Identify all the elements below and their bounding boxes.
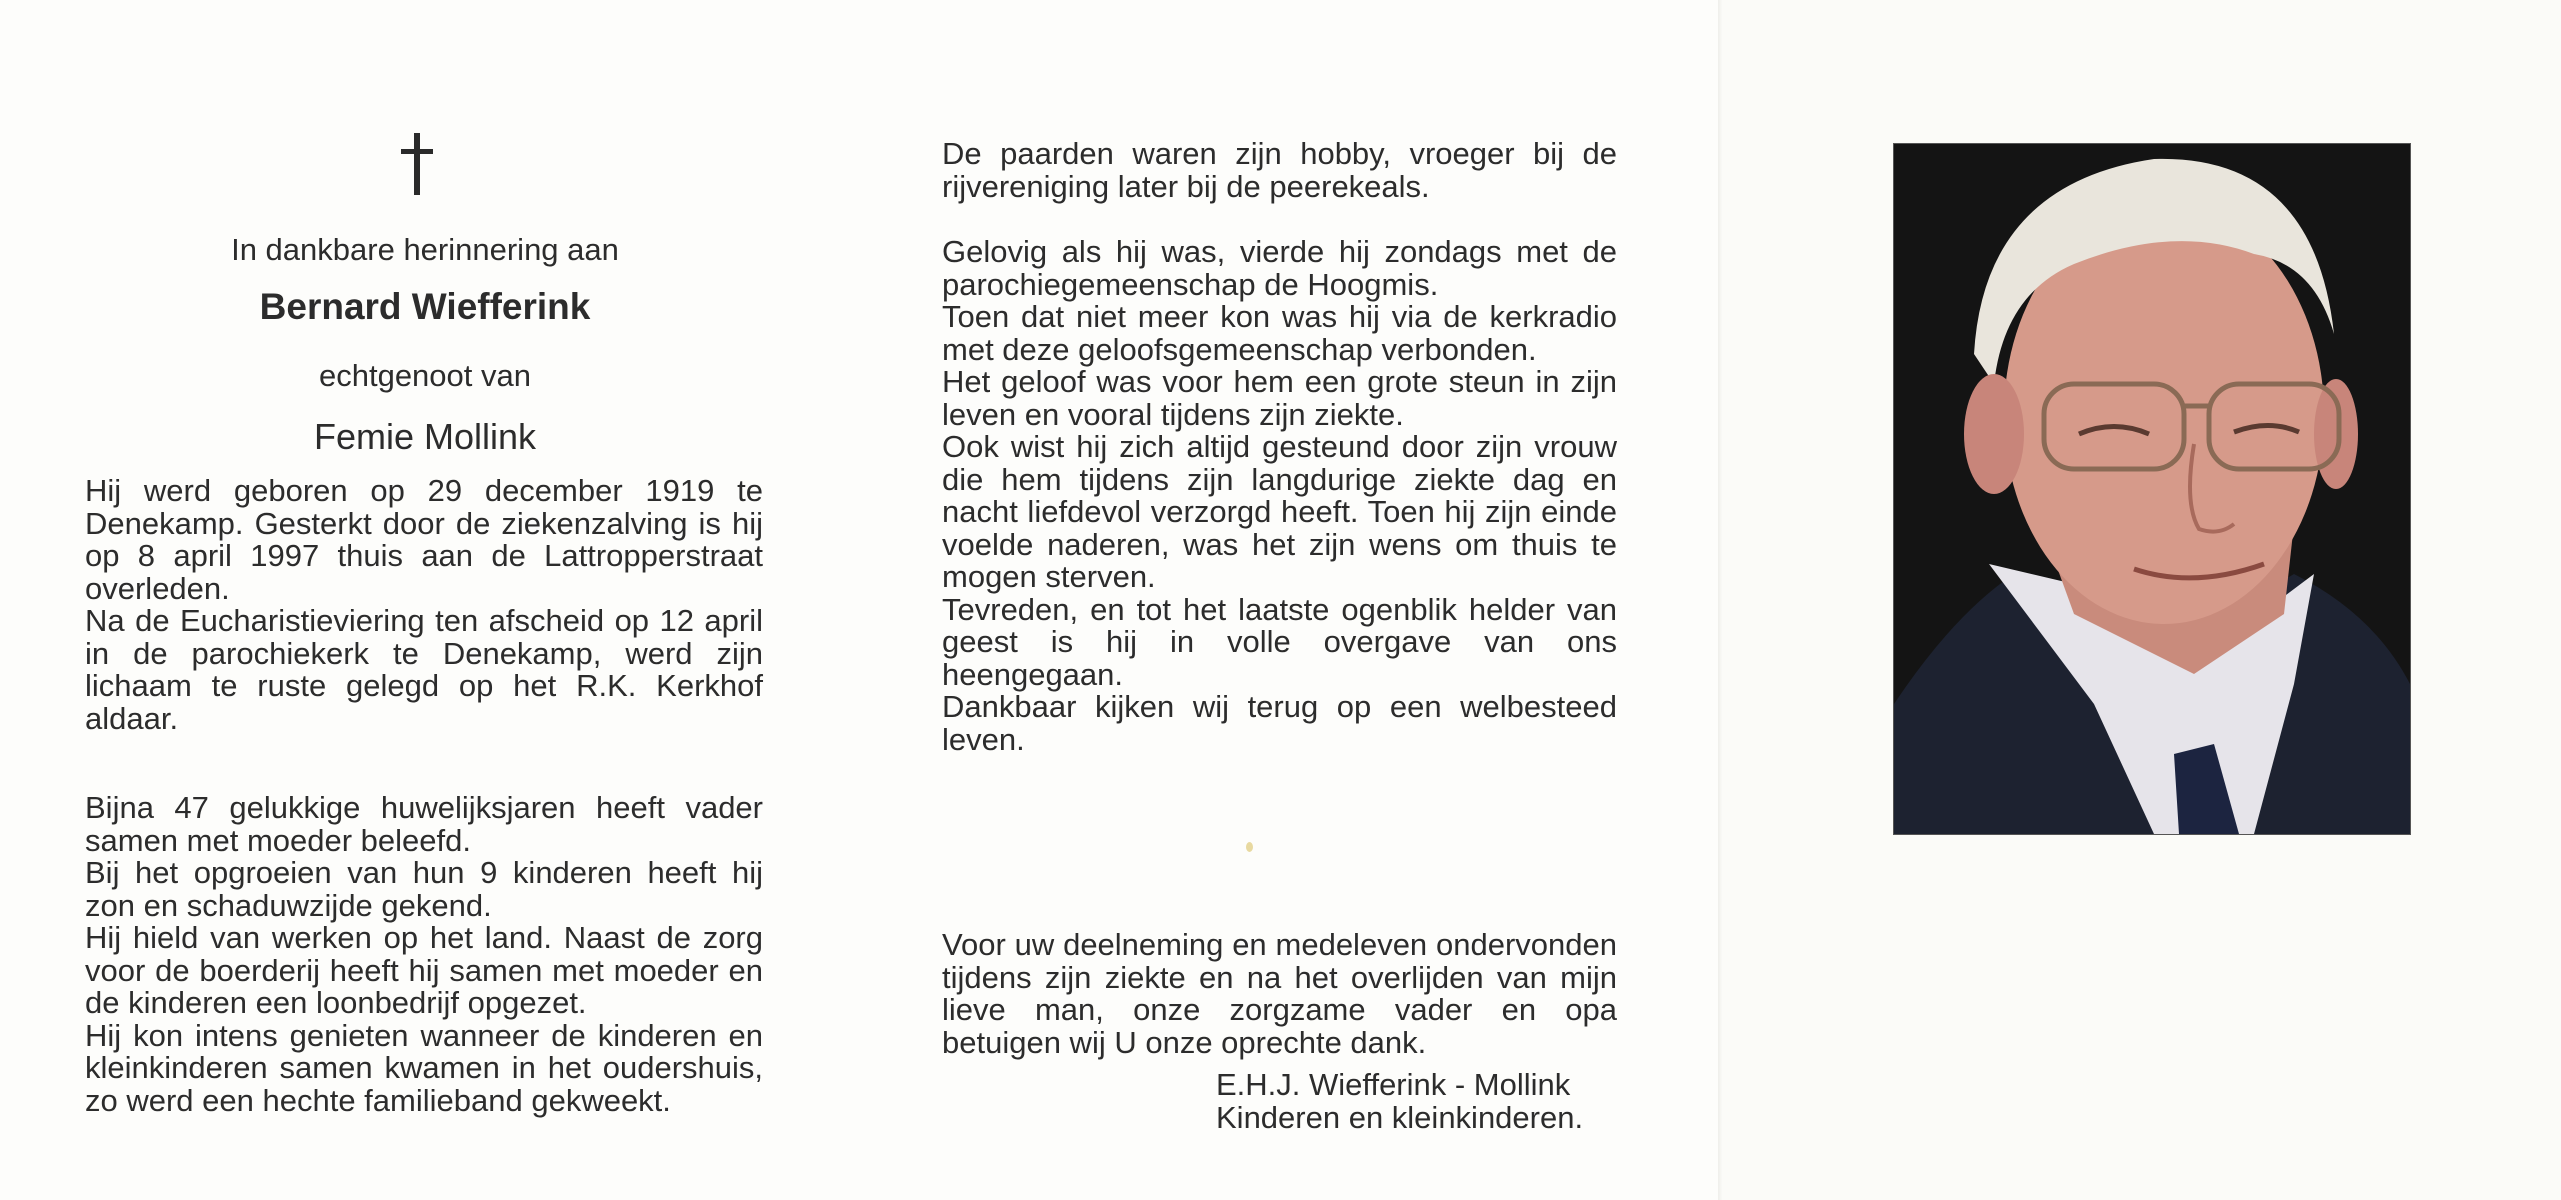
birth-death-paragraph: Hij werd geboren op 29 december 1919 te Denekamp. Gesterkt door de ziekenzalving is hij op 8 april 1997 thuis aan de Lattropperstraat overleden. — [85, 473, 763, 606]
right-text-column — [942, 138, 1617, 1059]
wife-care-paragraph: Ook wist hij zich altijd gesteund door zijn vrouw die hem tijdens zijn langdurige ziekte dag en nacht liefdevol verzorgd heeft. Toen hij zijn einde voelde naderen, was het zijn wens om thuis te mogen sterven. — [942, 429, 1617, 594]
gratitude-paragraph: Dankbaar kijken wij terug op een welbesteed leven. — [942, 689, 1617, 757]
peaceful-paragraph: Tevreden, en tot het laatste ogenblik helder van geest is hij in volle overgave van ons heengegaan. — [942, 591, 1617, 692]
children-paragraph: Bij het opgroeien van hun 9 kinderen heeft hij zon en schaduwzijde gekend. — [85, 855, 763, 923]
cross-icon — [395, 133, 439, 195]
work-paragraph: Hij hield van werken op het land. Naast de zorg voor de boerderij heeft hij samen met moeder en de kinderen een loonbedrijf opgezet. — [85, 920, 763, 1020]
hobby-paragraph: De paarden waren zijn hobby, vroeger bij de rijvereniging later bij de peerekeals. — [942, 136, 1617, 204]
portrait-photo — [1893, 143, 2411, 835]
intro-text: In dankbare herinnering aan — [231, 232, 619, 267]
spouse-label: echtgenoot van — [318, 358, 531, 393]
church-radio-paragraph: Toen dat niet meer kon was hij via de kerkradio met deze geloofsgemeenschap verbonden. — [942, 299, 1617, 367]
marriage-paragraph: Bijna 47 gelukkige huwelijksjaren heeft vader samen met moeder beleefd. — [85, 790, 763, 858]
deceased-name: Bernard Wiefferink — [259, 286, 591, 327]
spouse-name: Femie Mollink — [313, 416, 537, 457]
funeral-paragraph: Na de Eucharistieviering ten afscheid op 12 april in de parochiekerk te Denekamp, werd zijn lichaam te ruste gelegd op het R.K. Kerkhof aldaar. — [85, 603, 763, 736]
paper-speck — [1246, 842, 1253, 852]
faith-paragraph: Gelovig als hij was, vierde hij zondags met de parochiegemeenschap de Hoogmis. — [942, 234, 1617, 302]
support-paragraph: Het geloof was voor hem een grote steun in zijn leven en vooral tijdens zijn ziekte. — [942, 364, 1617, 432]
signature-block — [1216, 1069, 1583, 1134]
left-text-column — [85, 475, 763, 1117]
signature-widow: E.H.J. Wiefferink - Mollink — [1216, 1067, 1571, 1102]
thanks-paragraph: Voor uw deelneming en medeleven ondervonden tijdens zijn ziekte en na het overlijden van mijn lieve man, onze zorgzame vader en opa betuigen wij U onze oprechte dank. — [942, 927, 1617, 1060]
family-paragraph: Hij kon intens genieten wanneer de kinderen en kleinkinderen samen kwamen in het oudershuis, zo werd een hechte familieband gekweekt. — [85, 1017, 763, 1118]
signature-family: Kinderen en kleinkinderen. — [1216, 1099, 1584, 1135]
